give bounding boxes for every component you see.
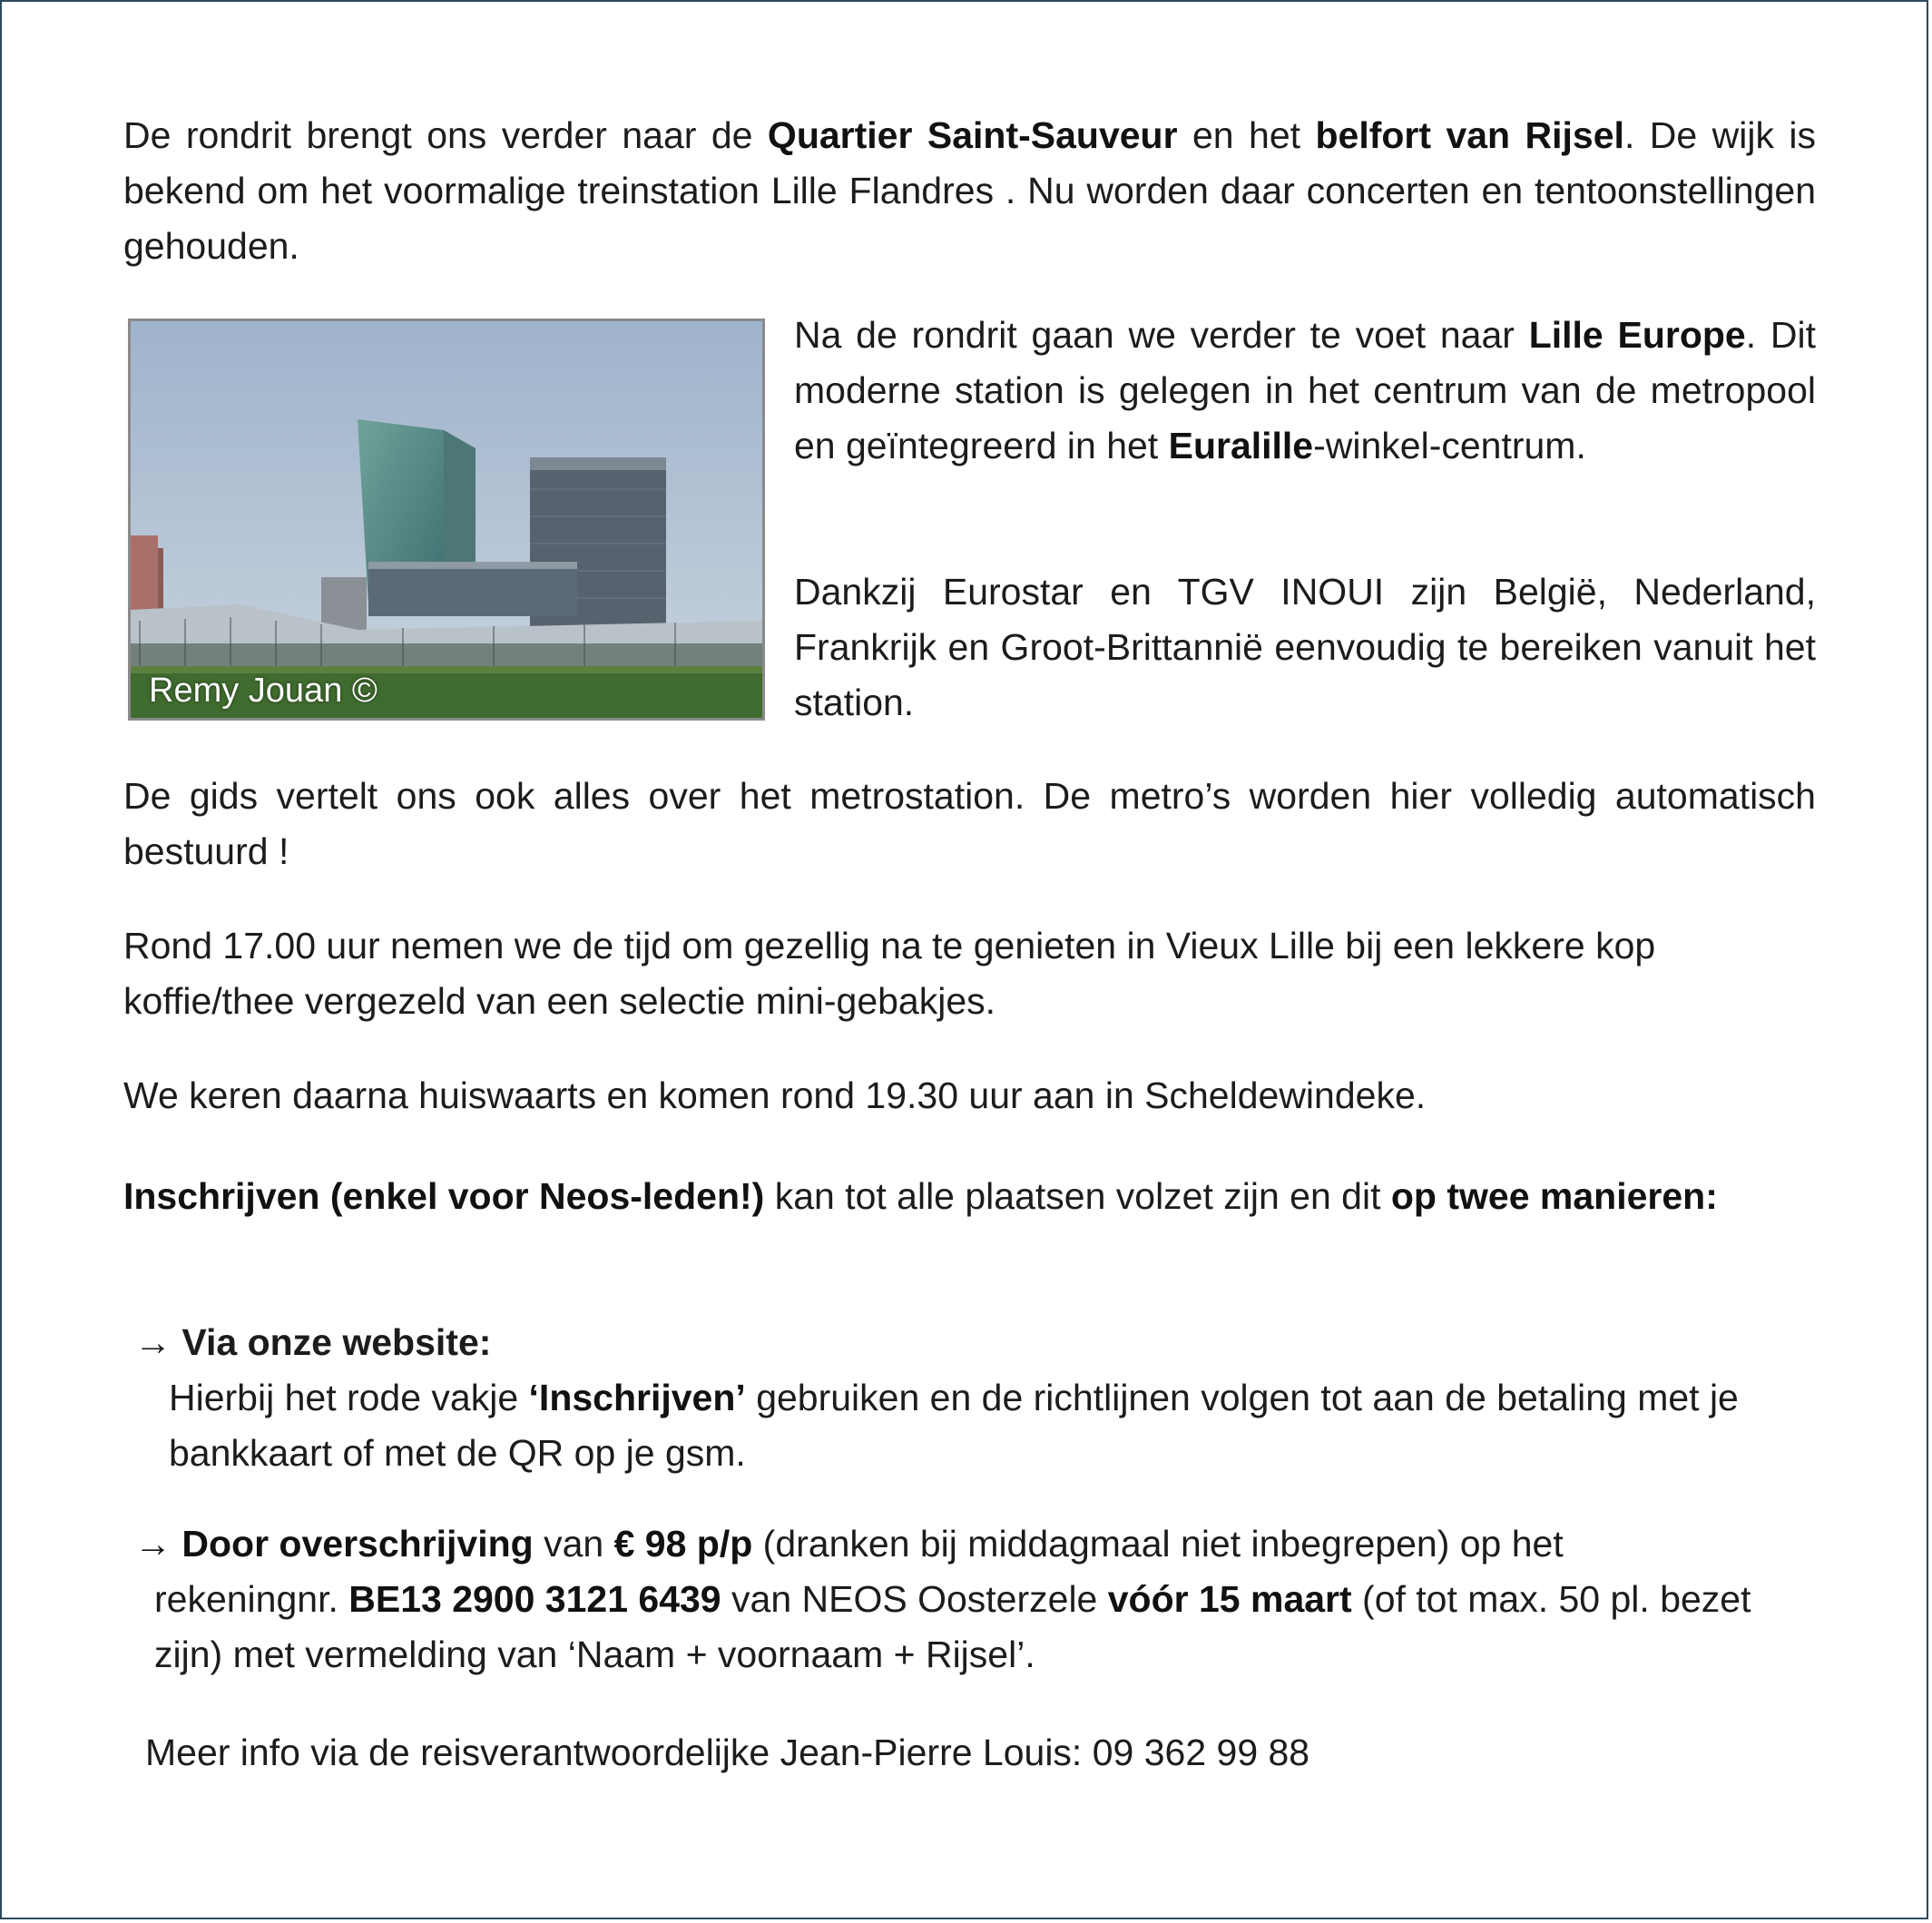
coffee-paragraph: Rond 17.00 uur nemen we de tijd om gezellig na te genieten in Vieux Lille bij een lekkere kop koffie/thee vergezeld van een selectie mini-gebakjes. — [123, 925, 1656, 1022]
intro-paragraph: De rondrit brengt ons verder naar de Quartier Saint-Sauveur en het belfort van Rijsel. De wijk is bekend om het voormalige treinstation Lille Flandres . Nu worden daar concerten en tentoonstellingen gehouden. — [123, 114, 1816, 267]
contact-info: Meer info via de reisverantwoordelijke Jean-Pierre Louis: 09 362 99 88 — [145, 1732, 1310, 1773]
photo-credit: Remy Jouan © — [149, 672, 378, 710]
lille-europe-picture — [131, 321, 762, 718]
lille-europe-paragraph: Na de rondrit gaan we verder te voet naar Lille Europe. Dit moderne station is gelegen in het centrum van de metropool en geïntegreerd in het Euralille-winkel-centrum. — [794, 314, 1816, 466]
register-paragraph: Inschrijven (enkel voor Neos-leden!) kan tot alle plaatsen volzet zijn en dit op twee manieren: — [123, 1175, 1718, 1217]
website-option-text: Hierbij het rode vakje ‘Inschrijven’ gebruiken en de richtlijnen volgen tot aan de betaling met je bankkaart of met de QR op je gsm. — [169, 1377, 1739, 1474]
return-paragraph: We keren daarna huiswaarts en komen rond 19.30 uur aan in Scheldewindeke. — [123, 1074, 1427, 1116]
lille-europe-photo — [128, 319, 765, 721]
eurostar-paragraph: Dankzij Eurostar en TGV INOUI zijn België, Nederland, Frankrijk en Groot-Brittannië eenvoudig te bereiken vanuit het station. — [794, 571, 1816, 723]
metro-paragraph: De gids vertelt ons ook alles over het metrostation. De metro’s worden hier volledig automatisch bestuurd ! — [123, 775, 1816, 872]
transfer-option-text: → Door overschrijving van € 98 p/p (dranken bij middagmaal niet inbegrepen) op het rekeningnr. BE13 2900 3121 6439 van NEOS Oosterzele vóór 15 maart (of tot max. 50 pl. bezet zijn) met vermelding van ‘Naam + voornaam + Rijsel’. — [134, 1523, 1751, 1675]
website-option-title: → Via onze website: — [134, 1321, 492, 1363]
